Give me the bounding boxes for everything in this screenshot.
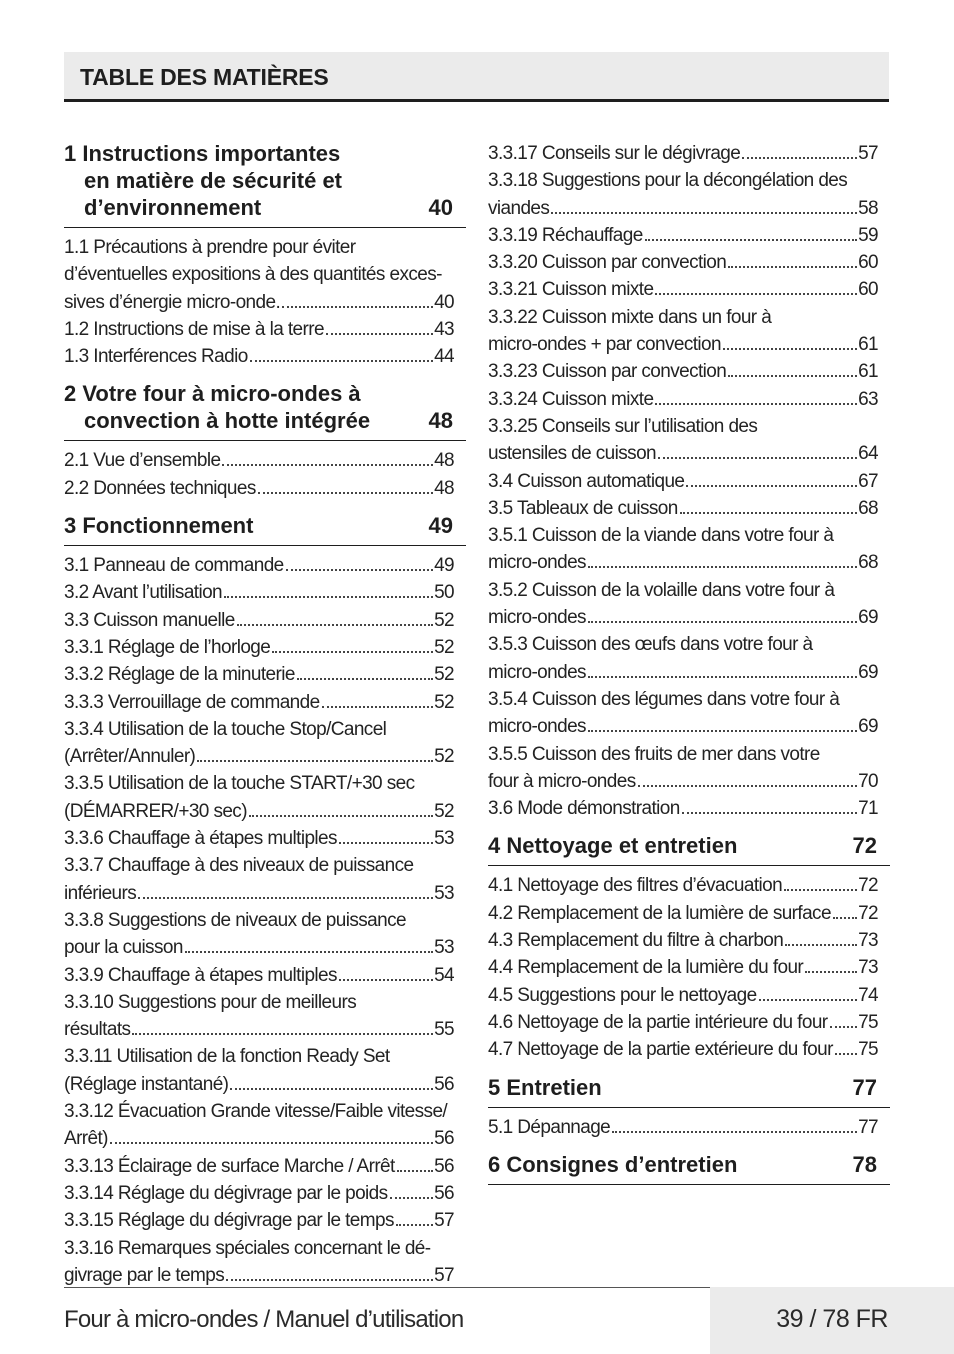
toc-entry[interactable] <box>488 1036 890 1063</box>
toc-section-page: 77 <box>852 1074 877 1100</box>
toc-entry-label: 3.3.20 Cuisson par convection <box>488 252 727 274</box>
toc-entry-text: 3.3.25 Conseils sur l’utilisation des <box>488 415 758 437</box>
toc-entry[interactable] <box>64 1180 466 1207</box>
toc-entry[interactable] <box>488 686 890 741</box>
toc-section-page: 78 <box>852 1151 877 1177</box>
toc-entry-label: 2.2 Données techniques <box>64 477 256 499</box>
toc-entry-label: 3.3.13 Éclairage de surface Marche / Arrêt <box>64 1155 395 1177</box>
toc-entry-label: 3.6 Mode démonstration <box>488 798 680 820</box>
toc-leader-dots <box>249 815 433 817</box>
toc-leader-dots <box>110 1142 433 1144</box>
toc-entry-line <box>488 140 878 167</box>
toc-entry-page: 60 <box>858 252 878 274</box>
toc-entry-line <box>64 825 454 852</box>
toc-entry-page: 61 <box>858 334 878 356</box>
toc-entry[interactable] <box>64 907 466 962</box>
toc-entry-page: 53 <box>434 937 454 959</box>
toc-entry-page: 69 <box>858 607 878 629</box>
toc-leader-dots <box>230 1088 433 1090</box>
toc-entry-text: 3.5.3 Cuisson des œufs dans votre four à <box>488 634 813 656</box>
toc-entry[interactable] <box>488 900 890 927</box>
toc-leader-dots <box>645 239 857 241</box>
toc-entry-label: 3.4 Cuisson automatique <box>488 470 685 492</box>
toc-entry-label: micro-ondes <box>488 552 586 574</box>
toc-leader-dots <box>250 360 433 362</box>
toc-entry-line <box>488 954 878 981</box>
toc-entry-line <box>64 1125 454 1152</box>
toc-entry[interactable] <box>488 468 890 495</box>
toc-entry-page: 57 <box>434 1264 454 1286</box>
toc-entry-label: inférieurs <box>64 882 137 904</box>
toc-section-page: 40 <box>428 195 453 220</box>
toc-entry[interactable] <box>64 825 466 852</box>
toc-entry-page: 63 <box>858 388 878 410</box>
toc-entry-line <box>64 743 454 770</box>
toc-entry[interactable] <box>488 140 890 167</box>
toc-leader-dots <box>686 485 857 487</box>
toc-entry-text: 3.3.7 Chauffage à des niveaux de puissance <box>64 855 414 877</box>
toc-leader-dots <box>339 979 433 981</box>
toc-section-heading[interactable] <box>488 1074 890 1108</box>
toc-entry-line <box>488 1036 878 1063</box>
toc-entry-page: 49 <box>434 555 454 577</box>
toc-entry-page: 57 <box>434 1210 454 1232</box>
toc-leader-dots <box>390 1197 434 1199</box>
toc-leader-dots <box>138 897 433 899</box>
toc-entry-page: 60 <box>858 279 878 301</box>
toc-entry-line <box>488 386 878 413</box>
toc-leader-dots <box>830 1026 858 1028</box>
toc-entry-label: 3.3.9 Chauffage à étapes multiples <box>64 964 337 986</box>
toc-entry-label: 3.3.17 Conseils sur le dégivrage <box>488 143 741 164</box>
toc-entry[interactable] <box>488 167 890 222</box>
toc-entry[interactable] <box>64 716 466 771</box>
toc-entry[interactable] <box>488 631 890 686</box>
toc-entry-page: 56 <box>434 1182 454 1204</box>
toc-entry-page: 72 <box>858 902 878 924</box>
toc-leader-dots <box>833 917 857 919</box>
toc-header <box>64 52 889 102</box>
toc-entry-line <box>64 634 454 661</box>
footer-page-number: 39 / 78 FR <box>776 1305 888 1333</box>
toc-leader-dots <box>297 678 433 680</box>
toc-entry-text: 3.5.4 Cuisson des légumes dans votre four à <box>488 688 840 710</box>
toc-entry-page: 73 <box>858 930 878 952</box>
toc-entry[interactable] <box>64 316 466 343</box>
toc-entry-page: 74 <box>858 984 878 1006</box>
toc-entry-line <box>64 798 454 825</box>
toc-leader-dots <box>326 333 433 335</box>
toc-entry-label: viandes <box>488 197 550 219</box>
toc-entry-line <box>64 447 454 474</box>
toc-leader-dots <box>197 760 433 762</box>
toc-entry-label: 3.5 Tableaux de cuisson <box>488 497 678 519</box>
toc-entry-label: résultats <box>64 1019 131 1041</box>
toc-entry-label: 4.3 Remplacement du filtre à charbon <box>488 930 784 952</box>
toc-entry-text: 3.5.1 Cuisson de la viande dans votre four à <box>488 525 834 547</box>
toc-entry-line <box>64 607 454 634</box>
toc-entry-label: 4.5 Suggestions pour le nettoyage <box>488 984 757 1006</box>
toc-leader-dots <box>185 951 433 953</box>
toc-title: TABLE DES MATIÈRES <box>80 64 329 90</box>
toc-entry-label: 3.3.23 Cuisson par convection <box>488 361 727 383</box>
toc-entry-text: 3.5.5 Cuisson des fruits de mer dans votre <box>488 743 820 765</box>
toc-leader-dots <box>222 464 433 466</box>
toc-entry-page: 53 <box>434 828 454 850</box>
toc-entry-page: 56 <box>434 1128 454 1150</box>
toc-entry-label: 3.3 Cuisson manuelle <box>64 609 235 631</box>
toc-entry-line <box>64 689 454 716</box>
toc-entry[interactable] <box>488 982 890 1009</box>
toc-entry-label: 3.3.6 Chauffage à étapes multiples <box>64 828 337 850</box>
toc-entry[interactable] <box>64 1235 466 1290</box>
toc-entry-label: 3.3.21 Cuisson mixte <box>488 279 654 301</box>
footer-manual-title: Four à micro-ondes / Manuel d’utilisation <box>64 1306 464 1333</box>
toc-entry-page: 44 <box>434 346 454 368</box>
toc-entry-text: 3.3.16 Remarques spéciales concernant le dé- <box>64 1237 431 1259</box>
toc-entry-label: 3.3.3 Verrouillage de commande <box>64 691 320 713</box>
toc-leader-dots <box>655 403 857 405</box>
toc-entry[interactable] <box>488 413 890 468</box>
toc-entry-line <box>488 331 878 358</box>
toc-entry[interactable] <box>64 770 466 825</box>
toc-entry[interactable] <box>64 607 466 634</box>
toc-leader-dots <box>224 596 433 598</box>
toc-leader-dots <box>282 306 433 308</box>
toc-entry-line <box>64 343 454 370</box>
toc-entry-page: 67 <box>858 470 878 492</box>
toc-entry-page: 73 <box>858 957 878 979</box>
toc-entry-line <box>488 549 878 576</box>
toc-leader-dots <box>835 1053 857 1055</box>
toc-entry-label: micro-ondes + par convection <box>488 334 721 356</box>
toc-entry-label: 2.1 Vue d’ensemble <box>64 450 221 472</box>
toc-entry[interactable] <box>488 358 890 385</box>
toc-leader-dots <box>258 492 433 494</box>
toc-entry-label: Arrêt) <box>64 1128 108 1150</box>
toc-entry-line <box>64 934 454 961</box>
toc-entry-text: 3.3.22 Cuisson mixte dans un four à <box>488 306 772 328</box>
toc-entry[interactable] <box>488 741 890 796</box>
toc-entry-page: 43 <box>434 318 454 340</box>
toc-leader-dots <box>132 1033 433 1035</box>
toc-column-left <box>64 140 466 1289</box>
toc-entry[interactable] <box>64 852 466 907</box>
toc-entry-page: 70 <box>858 770 878 792</box>
toc-entry-line <box>64 1016 454 1043</box>
toc-entry-line <box>64 475 454 502</box>
toc-entry[interactable] <box>64 1043 466 1098</box>
toc-entry-text: 3.3.11 Utilisation de la fonction Ready Set <box>64 1046 390 1068</box>
toc-entry-page: 56 <box>434 1073 454 1095</box>
toc-entry-page: 68 <box>858 497 878 519</box>
toc-entry-label: 3.3.19 Réchauffage <box>488 224 643 246</box>
toc-entry-text: 1.1 Précautions à prendre pour éviter d’éventuelles expositions à des quantités exces- <box>64 237 442 286</box>
toc-entry-text: 3.3.10 Suggestions pour de meilleurs <box>64 991 357 1013</box>
toc-entry[interactable] <box>488 249 890 276</box>
toc-entry-line <box>488 659 878 686</box>
toc-entry[interactable] <box>488 795 890 822</box>
toc-entry[interactable] <box>64 689 466 716</box>
toc-entry[interactable] <box>64 1098 466 1153</box>
toc-entry-label: 1.3 Interférences Radio <box>64 346 248 368</box>
toc-entry-page: 53 <box>434 882 454 904</box>
toc-leader-dots <box>805 971 857 973</box>
toc-section-title: 3 Fonctionnement <box>64 513 254 539</box>
toc-leader-dots <box>588 730 857 732</box>
toc-entry-line <box>488 195 878 222</box>
toc-entry[interactable] <box>488 522 890 577</box>
toc-entry-line <box>64 289 454 316</box>
toc-entry-line <box>64 1071 454 1098</box>
toc-entry-label: pour la cuisson <box>64 937 183 959</box>
toc-leader-dots <box>728 375 857 377</box>
toc-leader-dots <box>742 157 857 159</box>
toc-entry-line <box>64 962 454 989</box>
toc-leader-dots <box>723 348 857 350</box>
toc-entry-label: 3.3.15 Réglage du dégivrage par le temps <box>64 1210 394 1232</box>
toc-entry[interactable] <box>64 234 466 316</box>
toc-entry-line <box>64 316 454 343</box>
toc-entry-page: 57 <box>858 143 878 164</box>
toc-entry-label: 3.3.14 Réglage du dégivrage par le poids <box>64 1182 388 1204</box>
toc-entry-label: 3.3.2 Réglage de la minuterie <box>64 664 295 686</box>
toc-entry-label: four à micro-ondes <box>488 770 636 792</box>
toc-entry[interactable] <box>488 1114 890 1141</box>
toc-entry-page: 69 <box>858 661 878 683</box>
toc-leader-dots <box>612 1131 857 1133</box>
toc-entry-page: 52 <box>434 800 454 822</box>
toc-entry-label: (DÉMARRER/+30 sec) <box>64 800 247 822</box>
toc-entry-line <box>488 604 878 631</box>
toc-section-heading[interactable] <box>64 512 466 546</box>
toc-entry-page: 72 <box>858 875 878 897</box>
toc-leader-dots <box>339 842 433 844</box>
toc-entry-page: 69 <box>858 716 878 738</box>
toc-entry-line <box>64 579 454 606</box>
toc-leader-dots <box>237 624 433 626</box>
toc-entry[interactable] <box>488 276 890 303</box>
toc-entry-label: micro-ondes <box>488 661 586 683</box>
toc-entry-label: 3.2 Avant l’utilisation <box>64 582 223 604</box>
toc-leader-dots <box>728 266 857 268</box>
toc-entry[interactable] <box>488 872 890 899</box>
toc-entry-page: 75 <box>858 1039 878 1061</box>
toc-entry-line <box>488 276 878 303</box>
toc-section-heading[interactable] <box>488 832 890 866</box>
toc-entry-label: 3.3.1 Réglage de l’horloge <box>64 636 271 658</box>
toc-entry-text: 3.3.4 Utilisation de la touche Stop/Cancel <box>64 718 387 740</box>
toc-entry-line <box>64 1153 454 1180</box>
toc-entry-line <box>488 222 878 249</box>
toc-entry-line <box>64 552 454 579</box>
toc-entry-label: 4.2 Remplacement de la lumière de surface <box>488 902 831 924</box>
toc-entry-page: 64 <box>858 443 878 465</box>
toc-entry-line <box>64 661 454 688</box>
toc-entry-line <box>488 249 878 276</box>
toc-leader-dots <box>638 785 857 787</box>
toc-section-title: 6 Consignes d’entretien <box>488 1151 738 1177</box>
toc-entry-line <box>488 1009 878 1036</box>
toc-leader-dots <box>286 569 433 571</box>
toc-entry-label: 4.1 Nettoyage des filtres d’évacuation <box>488 875 783 897</box>
toc-entry-page: 56 <box>434 1155 454 1177</box>
toc-entry-page: 61 <box>858 361 878 383</box>
toc-entry-page: 58 <box>858 197 878 219</box>
toc-leader-dots <box>655 293 857 295</box>
toc-entry-line <box>64 1180 454 1207</box>
toc-entry-line <box>488 495 878 522</box>
toc-leader-dots <box>396 1224 433 1226</box>
toc-entry-page: 55 <box>434 1019 454 1041</box>
toc-entry-label: givrage par le temps <box>64 1264 225 1286</box>
toc-entry-page: 48 <box>434 450 454 472</box>
toc-entry-page: 75 <box>858 1011 878 1033</box>
toc-section-title: 2 Votre four à micro-ondes à convection à hotte intégrée <box>64 381 371 434</box>
toc-entry[interactable] <box>488 927 890 954</box>
toc-entry-text: 3.3.12 Évacuation Grande vitesse/Faible vitesse/ <box>64 1101 448 1123</box>
toc-entry-text: 3.3.5 Utilisation de la touche START/+30 sec <box>64 773 415 795</box>
toc-entry-line <box>488 713 878 740</box>
toc-entry[interactable] <box>64 962 466 989</box>
toc-entry-page: 52 <box>434 609 454 631</box>
toc-entry[interactable] <box>488 1009 890 1036</box>
toc-entry-line <box>488 872 878 899</box>
toc-entry-label: (Arrêter/Annuler) <box>64 746 196 768</box>
toc-entry-page: 52 <box>434 691 454 713</box>
toc-entry[interactable] <box>488 495 890 522</box>
toc-entry-page: 52 <box>434 746 454 768</box>
toc-entry-label: 4.7 Nettoyage de la partie extérieure du four <box>488 1039 833 1061</box>
toc-entry[interactable] <box>488 304 890 359</box>
toc-section-title: 1 Instructions importantes en matière de sécurité et d’environnement <box>64 141 343 220</box>
toc-section-title: 4 Nettoyage et entretien <box>488 833 738 859</box>
toc-entry[interactable] <box>488 222 890 249</box>
toc-leader-dots <box>588 621 857 623</box>
toc-leader-dots <box>759 999 857 1001</box>
toc-entry[interactable] <box>488 954 890 981</box>
toc-entry-label: 3.3.24 Cuisson mixte <box>488 388 654 410</box>
toc-leader-dots <box>588 676 857 678</box>
toc-entry-label: (Réglage instantané) <box>64 1073 229 1095</box>
toc-entry-line <box>64 1207 454 1234</box>
toc-entry[interactable] <box>64 1207 466 1234</box>
toc-entry[interactable] <box>64 475 466 502</box>
toc-section-page: 72 <box>852 833 877 859</box>
toc-entry-label: 5.1 Dépannage <box>488 1116 611 1138</box>
toc-entry-label: micro-ondes <box>488 716 586 738</box>
toc-entry-line <box>488 927 878 954</box>
toc-section-title: 5 Entretien <box>488 1074 602 1100</box>
toc-entry-label: ustensiles de cuisson <box>488 443 657 465</box>
toc-entry-page: 54 <box>434 964 454 986</box>
footer-divider <box>64 1287 710 1288</box>
toc-leader-dots <box>226 1279 433 1281</box>
toc-entry-line <box>488 768 878 795</box>
toc-entry-label: sives d’énergie micro-onde. <box>64 291 281 313</box>
toc-entry-label: micro-ondes <box>488 607 586 629</box>
toc-entry[interactable] <box>64 579 466 606</box>
toc-entry-page: 59 <box>858 224 878 246</box>
toc-leader-dots <box>322 706 434 708</box>
toc-entry-label: 3.1 Panneau de commande <box>64 555 284 577</box>
toc-entry-page: 52 <box>434 664 454 686</box>
toc-section-heading[interactable] <box>488 1151 890 1185</box>
toc-entry-line <box>488 1114 878 1141</box>
toc-leader-dots <box>272 651 433 653</box>
toc-entry[interactable] <box>488 577 890 632</box>
toc-leader-dots <box>658 457 857 459</box>
toc-entry-line <box>488 440 878 467</box>
toc-entry[interactable] <box>64 343 466 370</box>
toc-entry[interactable] <box>64 661 466 688</box>
toc-section-heading[interactable] <box>64 140 466 228</box>
toc-entry-line <box>64 880 454 907</box>
toc-entry-page: 50 <box>434 582 454 604</box>
toc-leader-dots <box>682 812 857 814</box>
toc-entry-page: 77 <box>858 1116 878 1138</box>
toc-entry-text: 3.5.2 Cuisson de la volaille dans votre four à <box>488 579 835 601</box>
toc-section-page: 49 <box>428 513 453 539</box>
toc-entry-text: 3.3.18 Suggestions pour la décongélation des <box>488 170 848 192</box>
toc-entry-line <box>488 358 878 385</box>
toc-entry-line <box>488 982 878 1009</box>
toc-entry-line <box>488 795 878 822</box>
toc-entry-line <box>488 900 878 927</box>
toc-leader-dots <box>784 889 857 891</box>
toc-section-page: 48 <box>428 408 453 434</box>
toc-leader-dots <box>551 212 857 214</box>
toc-entry-page: 40 <box>434 291 454 313</box>
toc-entry-label: 1.2 Instructions de mise à la terre <box>64 318 324 340</box>
toc-section-heading[interactable] <box>64 380 466 441</box>
toc-entry-page: 68 <box>858 552 878 574</box>
toc-entry-page: 71 <box>858 798 878 820</box>
toc-entry-page: 52 <box>434 636 454 658</box>
footer-page-box <box>710 1287 954 1354</box>
toc-leader-dots <box>680 512 857 514</box>
toc-leader-dots <box>397 1170 433 1172</box>
toc-entry-text: 3.3.8 Suggestions de niveaux de puissance <box>64 909 406 931</box>
toc-leader-dots <box>785 944 857 946</box>
toc-entry[interactable] <box>64 552 466 579</box>
toc-entry[interactable] <box>488 386 890 413</box>
toc-entry[interactable] <box>64 1153 466 1180</box>
toc-leader-dots <box>588 566 857 568</box>
toc-entry[interactable] <box>64 989 466 1044</box>
toc-entry-line <box>64 1262 454 1289</box>
toc-entry[interactable] <box>64 447 466 474</box>
toc-entry-page: 48 <box>434 477 454 499</box>
toc-entry-label: 4.6 Nettoyage de la partie intérieure du four <box>488 1011 828 1033</box>
toc-entry-line <box>488 468 878 495</box>
toc-column-right <box>488 140 890 1191</box>
toc-entry[interactable] <box>64 634 466 661</box>
toc-entry-label: 4.4 Remplacement de la lumière du four <box>488 957 804 979</box>
